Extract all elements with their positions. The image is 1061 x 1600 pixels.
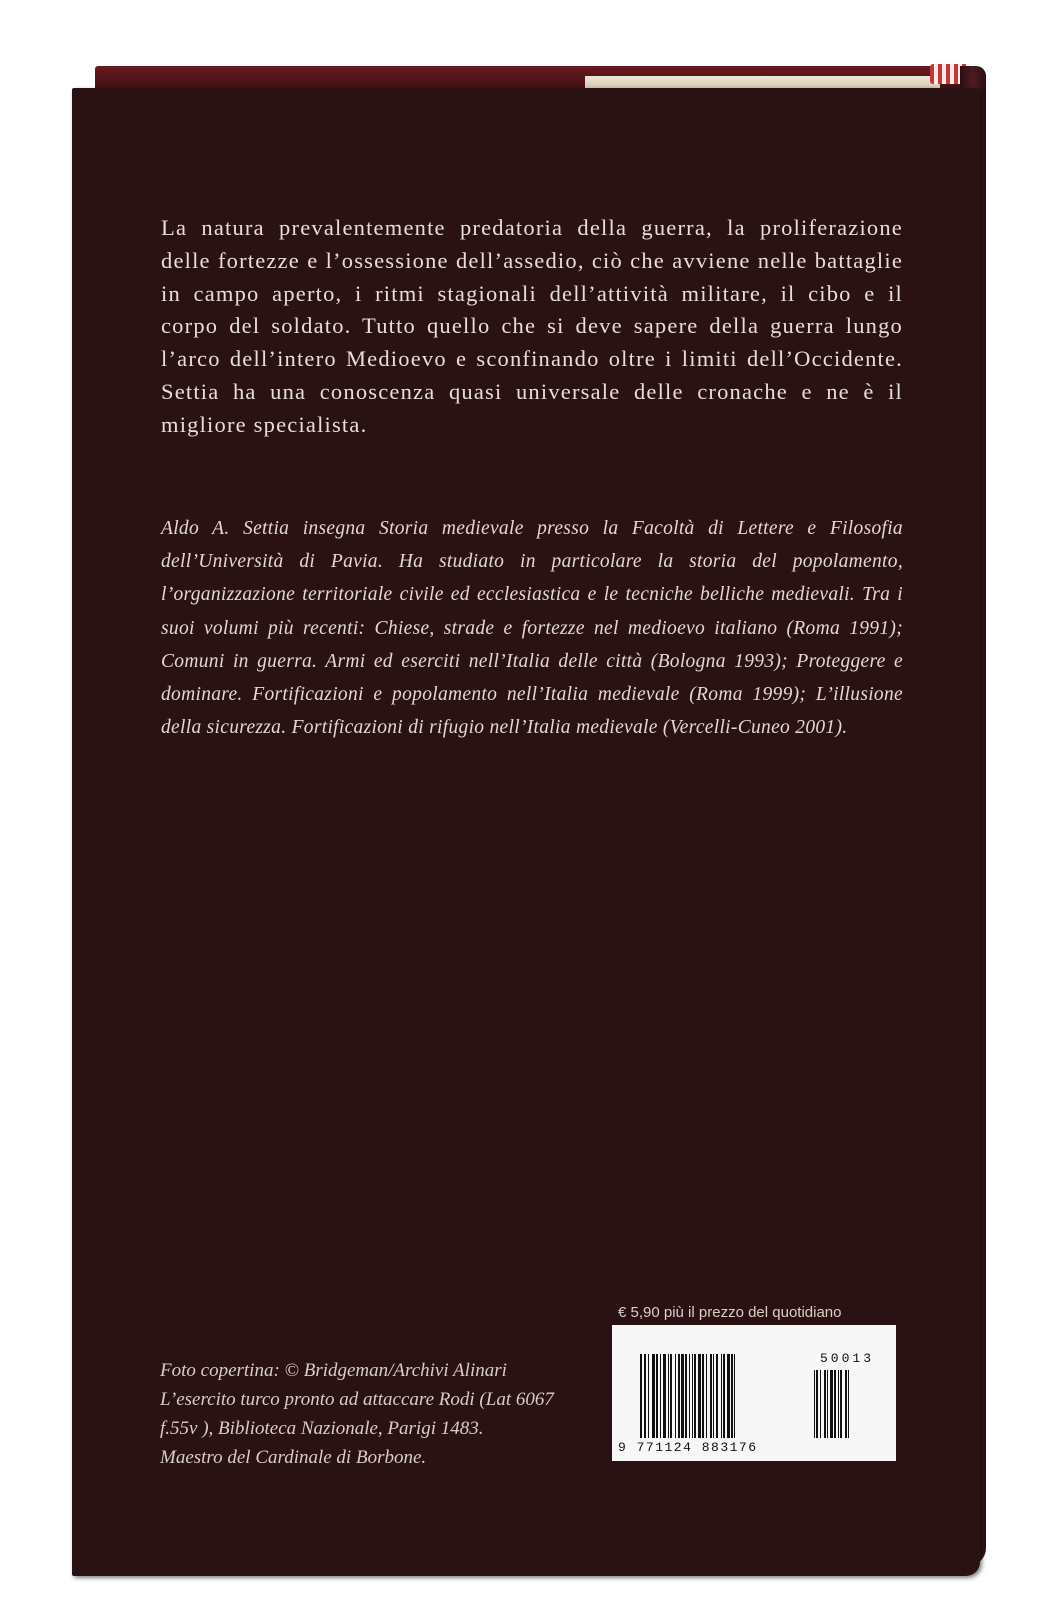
addon-barcode [814,1370,886,1438]
addon-number: 50013 [820,1351,875,1366]
ean-number: 9 771124 883176 [618,1440,758,1455]
price-label: € 5,90 più il prezzo del quotidiano [618,1304,842,1321]
barcode-gap [849,1370,851,1438]
credit-line: f.55v ), Biblioteca Nazionale, Parigi 1483. [160,1418,484,1439]
cover-credits [160,1356,620,1472]
credit-line: Maestro del Cardinale di Borbone. [160,1447,427,1468]
credit-line: L’esercito turco pronto ad attaccare Rodi (Lat 6067 [160,1389,554,1410]
barcode-gap [735,1354,737,1438]
author-bio: Aldo A. Settia insegna Storia medievale presso la Facoltà di Lettere e Filosofia dell’Università di Pavia. Ha studiato in particolare la storia del popolamento, l’organizzazione territoriale civile ed ecclesiastica e le tecniche belliche medievali. Tra i suoi volumi più recenti: Chiese, strade e fortezze nel medioevo italiano (Roma 1991); Comuni in guerra. Armi ed eserciti nell’Italia delle città (Bologna 1993); Proteggere e dominare. Fortificazioni e popolamento nell’Italia medievale (Roma 1999); L’illusione della sicurezza. Fortificazioni di rifugio nell’Italia medievale (Vercelli-Cuneo 2001). [161,518,903,739]
book-blurb: La natura prevalentemente predatoria della guerra, la proliferazione delle fortezze e l’ossessione dell’assedio, ciò che avviene nelle battaglie in campo aperto, i ritmi stagionali dell’attività militare, il cibo e il corpo del soldato. Tutto quello che si deve sapere della guerra lungo l’arco dell’intero Medioevo e sconfinando oltre i limiti dell’Occidente. Settia ha una conoscenza quasi universale delle cronache e ne è il migliore specialista. [161,215,903,437]
ean-barcode [640,1354,800,1438]
credit-line: Foto copertina: © Bridgeman/Archivi Alinari [160,1360,507,1381]
